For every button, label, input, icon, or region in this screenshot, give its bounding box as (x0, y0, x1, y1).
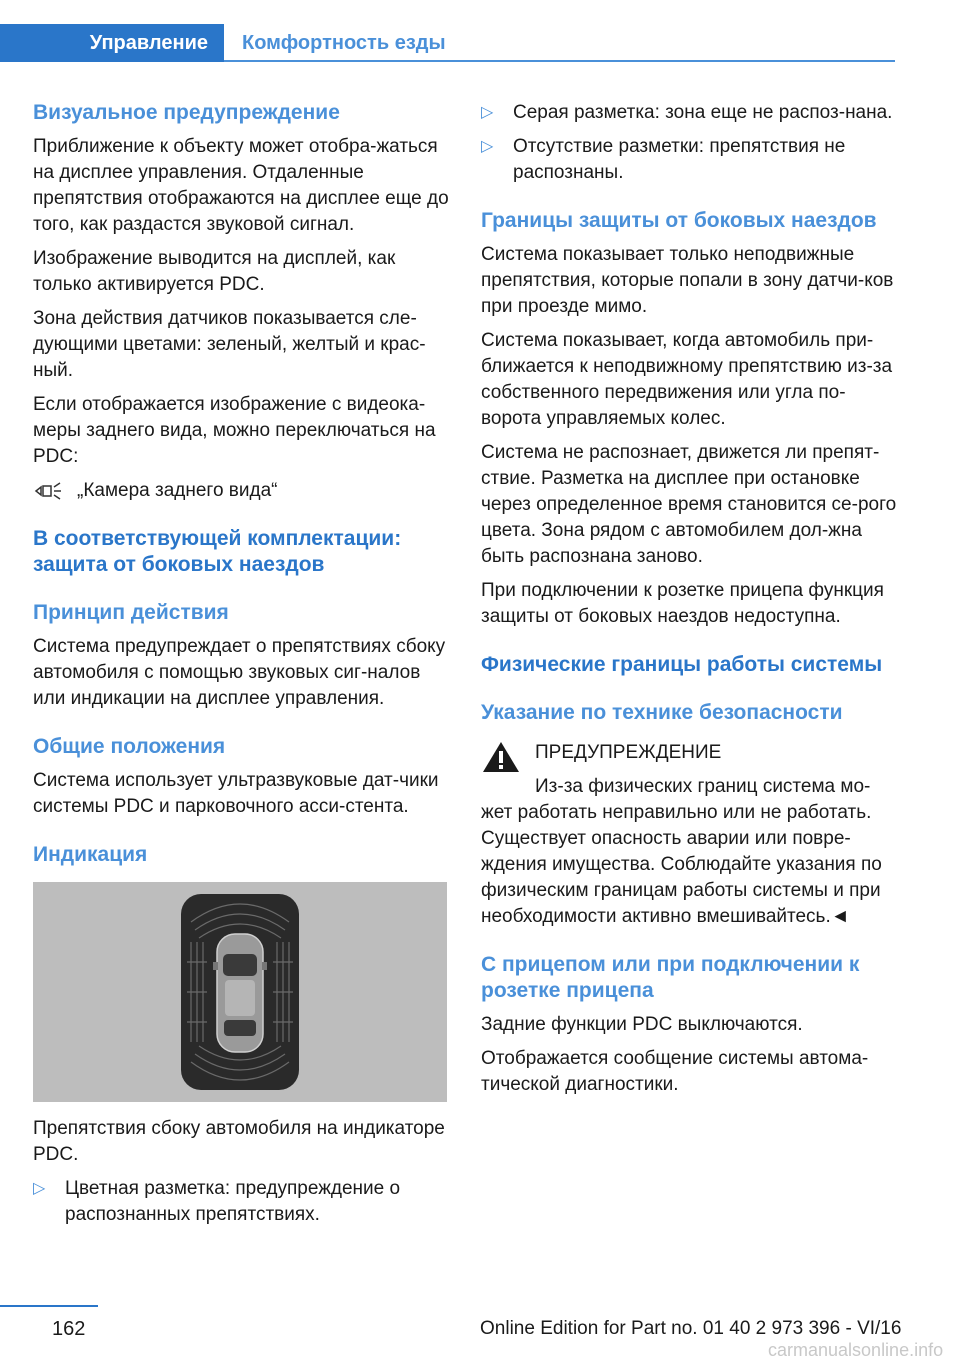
heading-physical-limits: Физические границы работы системы (481, 653, 883, 676)
heading-limits: Границы защиты от боковых наездов (481, 209, 877, 232)
heading-side-protection: В соответствующей комплектации: защита от боковых наездов (33, 527, 402, 576)
heading-trailer: С прицепом или при подключении к розетке прицепа (481, 953, 860, 1002)
triangle-right-icon: ▷ (33, 1180, 46, 1197)
footer-divider (0, 1305, 98, 1307)
list-item: ▷ Серая разметка: зона еще не распоз-нана. (481, 100, 901, 126)
figure-caption: Препятствия сбоку автомобиля на индикаторе PDC. (33, 1118, 445, 1165)
page-header (0, 24, 895, 62)
heading-visual-warning: Визуальное предупреждение (33, 101, 340, 124)
page-number: 162 (52, 1318, 86, 1340)
warning-title: ПРЕДУПРЕЖДЕНИЕ (535, 742, 722, 763)
car-pdc-illustration (33, 882, 447, 1102)
paragraph: Система не распознает, движется ли препят-ствие. Разметка на дисплее при остановке через определенное время становится се-рого цвета. Зона рядом с автомобилем дол-жна быть распознана заново. (481, 442, 897, 567)
paragraph: Изображение выводится на дисплей, как только активируется PDC. (33, 248, 396, 295)
heading-principle: Принцип действия (33, 601, 229, 624)
chapter-title: Комфортность езды (242, 31, 446, 54)
paragraph: Приближение к объекту может отобра-жаться на дисплее управления. Отдаленные препятствия отображаются на дисплее еще до того, как раздастся звуковой сигнал. (33, 136, 449, 235)
list-item: ▷ Отсутствие разметки: препятствия не распознаны. (481, 134, 901, 186)
right-column (481, 100, 901, 1106)
paragraph: Система использует ультразвуковые дат-чики системы PDC и парковочного асси-стента. (33, 770, 439, 817)
edition-text: Online Edition for Part no. 01 40 2 973 396 - VI/16 (480, 1318, 902, 1339)
paragraph: Отображается сообщение системы автома-тической диагностики. (481, 1048, 869, 1095)
section-tab: Управление (0, 24, 224, 62)
rear-camera-icon (33, 479, 63, 503)
paragraph: Зона действия датчиков показывается сле-дующими цветами: зеленый, желтый и крас-ный. (33, 308, 426, 381)
paragraph: Система показывает только неподвижные препятствия, которые попали в зону датчи-ков при проезде мимо. (481, 244, 894, 317)
triangle-right-icon: ▷ (481, 138, 494, 155)
triangle-right-icon: ▷ (481, 104, 494, 121)
header-divider (224, 60, 895, 62)
paragraph: Если отображается изображение с видеока-меры заднего вида, можно переключаться на PDC: (33, 394, 436, 467)
left-column (33, 100, 449, 1236)
warning-block (481, 740, 901, 774)
heading-indication: Индикация (33, 843, 148, 866)
paragraph: Система предупреждает о препятствиях сбоку автомобиля с помощью звуковых сиг-налов или индикации на дисплее управления. (33, 636, 446, 709)
paragraph: Система показывает, когда автомобиль при-ближается к неподвижному препятствию из-за собственного передвижения или угла по-ворота управляемых колес. (481, 330, 893, 429)
camera-label: „Камера заднего вида“ (77, 480, 278, 501)
camera-option (33, 478, 449, 504)
warning-text: Из-за физических границ система мо-жет работать неправильно или не работать. Существует опасность аварии или повре-ждения имущества. Соблюдайте указания по физическим границам работы системы и при необходимости активно вмешивайтесь.◄ (481, 776, 882, 927)
paragraph: Задние функции PDC выключаются. (481, 1014, 803, 1035)
heading-safety: Указание по технике безопасности (481, 701, 843, 724)
paragraph: При подключении к розетке прицепа функция защиты от боковых наездов недоступна. (481, 580, 884, 627)
watermark: carmanualsonline.info (768, 1340, 944, 1360)
pdc-display-image (33, 882, 447, 1102)
warning-triangle-icon (481, 740, 521, 774)
list-item: ▷ Цветная разметка: предупреждение о распознанных препятствиях. (33, 1176, 449, 1228)
heading-general: Общие положения (33, 735, 226, 758)
